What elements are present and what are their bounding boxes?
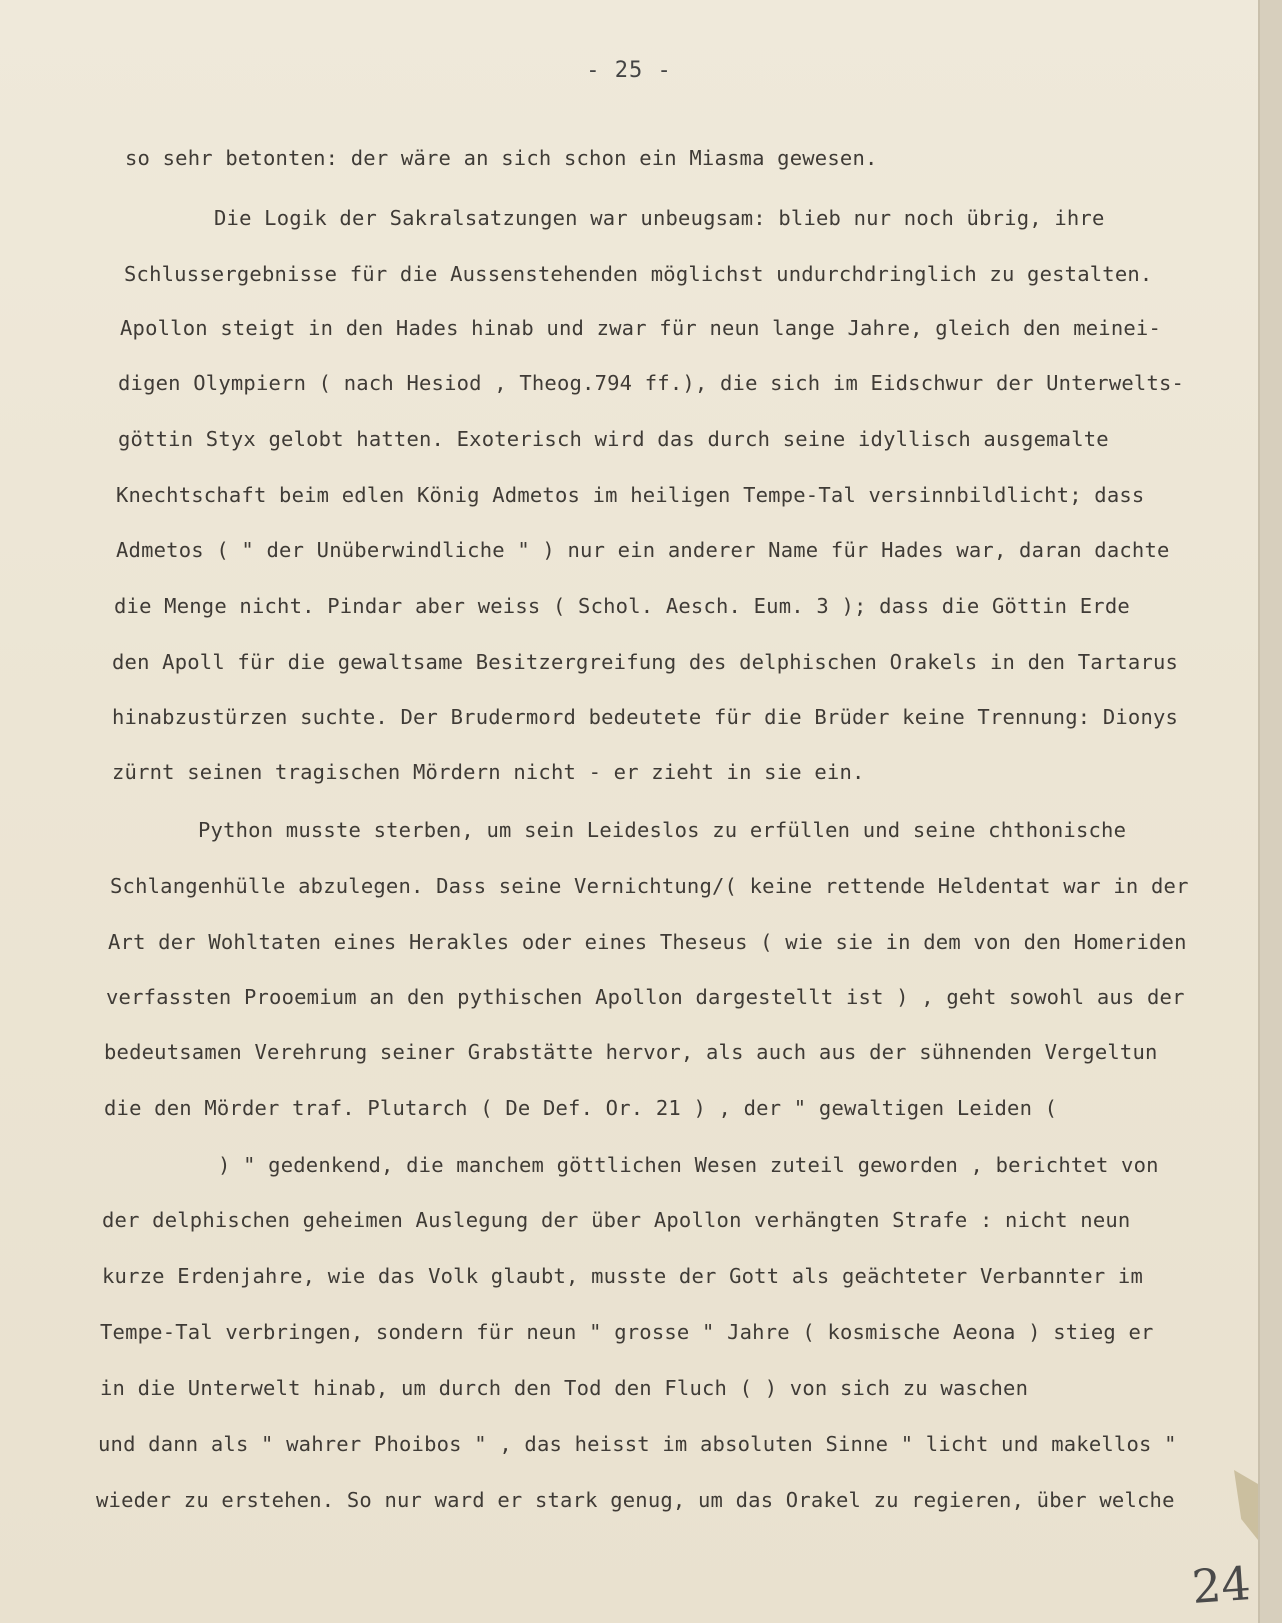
page-fold — [1234, 1470, 1258, 1540]
text-line-11: hinabzustürzen suchte. Der Brudermord bedeutete für die Brüder keine Trennung: Dionys — [112, 705, 1179, 729]
text-line-12: zürnt seinen tragischen Mördern nicht - er zieht in sie ein. — [112, 760, 865, 784]
text-line-24: und dann als " wahrer Phoibos " , das heisst im absoluten Sinne " licht und makellos " — [98, 1432, 1177, 1456]
handwritten-page-number: 24 — [1190, 1556, 1253, 1614]
text-line-1: so sehr betonten: der wäre an sich schon ein Miasma gewesen. — [125, 146, 878, 170]
text-line-4: Apollon steigt in den Hades hinab und zwar für neun lange Jahre, gleich den meinei- — [120, 316, 1161, 340]
page-number: - 25 - — [586, 58, 672, 83]
text-line-22: Tempe-Tal verbringen, sondern für neun " grosse " Jahre ( kosmische Aeona ) stieg er — [100, 1320, 1154, 1344]
text-line-9: die Menge nicht. Pindar aber weiss ( Schol. Aesch. Eum. 3 ); dass die Göttin Erde — [114, 594, 1130, 618]
text-line-5: digen Olympiern ( nach Hesiod , Theog.794 ff.), die sich im Eidschwur der Unterwelts- — [118, 371, 1185, 395]
text-line-14: Schlangenhülle abzulegen. Dass seine Vernichtung/( keine rettende Heldentat war in der — [110, 874, 1189, 898]
text-line-17: bedeutsamen Verehrung seiner Grabstätte hervor, als auch aus der sühnenden Vergeltun — [104, 1040, 1158, 1064]
text-line-7: Knechtschaft beim edlen König Admetos im heiligen Tempe-Tal versinnbildlicht; dass — [116, 483, 1145, 507]
text-line-3: Schlussergebnisse für die Aussenstehenden möglichst undurchdringlich zu gestalten. — [124, 262, 1153, 286]
text-line-20: der delphischen geheimen Auslegung der über Apollon verhängten Strafe : nicht neun — [102, 1208, 1131, 1232]
text-line-19: ) " gedenkend, die manchem göttlichen Wesen zuteil geworden , berichtet von — [218, 1153, 1159, 1177]
text-line-21: kurze Erdenjahre, wie das Volk glaubt, musste der Gott als geächteter Verbannter im — [102, 1264, 1143, 1288]
text-line-10: den Apoll für die gewaltsame Besitzergreifung des delphischen Orakels in den Tartarus — [112, 650, 1179, 674]
text-line-6: göttin Styx gelobt hatten. Exoterisch wird das durch seine idyllisch ausgemalte — [118, 427, 1109, 451]
text-line-2: Die Logik der Sakralsatzungen war unbeugsam: blieb nur noch übrig, ihre — [214, 206, 1105, 230]
text-line-13: Python musste sterben, um sein Leideslos zu erfüllen und seine chthonische — [198, 818, 1127, 842]
text-line-8: Admetos ( " der Unüberwindliche " ) nur ein anderer Name für Hades war, daran dachte — [116, 538, 1170, 562]
text-line-16: verfassten Prooemium an den pythischen Apollon dargestellt ist ) , geht sowohl aus der — [106, 985, 1185, 1009]
text-line-15: Art der Wohltaten eines Herakles oder eines Theseus ( wie sie in dem von den Homeriden — [108, 930, 1187, 954]
text-line-25: wieder zu erstehen. So nur ward er stark genug, um das Orakel zu regieren, über welche — [96, 1488, 1175, 1512]
text-line-23: in die Unterwelt hinab, um durch den Tod den Fluch ( ) von sich zu waschen — [100, 1376, 1029, 1400]
text-line-18: die den Mörder traf. Plutarch ( De Def. Or. 21 ) , der " gewaltigen Leiden ( — [104, 1096, 1058, 1120]
